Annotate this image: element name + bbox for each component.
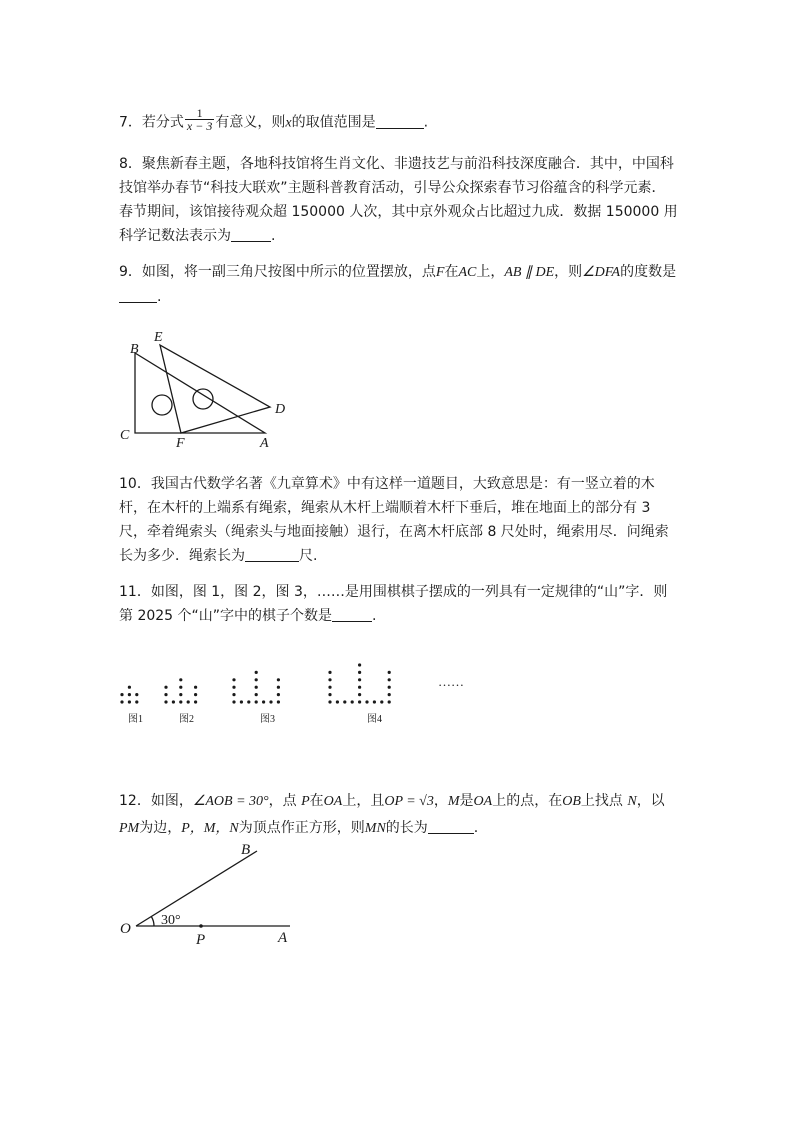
angle-aob-figure bbox=[110, 838, 310, 950]
question-8: 8．聚焦新春主题，各地科技馆将生肖文化、非遗技艺与前沿科技深度融合．其中，中国科技馆举办春节“科技大联欢”主题科普教育活动，引导公众探索春节习俗蕴含的科学元素．春节期间，该馆接待观众超 150000 人次，其中京外观众占比超过九成．数据 150000 用科学记数法表示为 . bbox=[119, 156, 678, 244]
answer-blank[interactable] bbox=[231, 227, 271, 242]
go-stone bbox=[179, 693, 182, 696]
go-stone bbox=[179, 678, 182, 681]
go-stone bbox=[388, 671, 391, 674]
question-9: 9．如图，将一副三角尺按图中所示的位置摆放，点F在AC上，AB ∥ DE，则∠DFA的度数是. bbox=[119, 264, 677, 305]
go-stone bbox=[358, 671, 361, 674]
go-stone bbox=[232, 693, 235, 696]
go-stone bbox=[365, 700, 368, 703]
triangle-def bbox=[160, 345, 270, 433]
question-11: 11．如图，图 1，图 2，图 3，……是用围棋棋子摆成的一列具有一定规律的“山”字．则第 2025 个“山”字中的棋子个数是 . bbox=[119, 584, 668, 624]
go-stone bbox=[388, 686, 391, 689]
go-stone bbox=[336, 700, 339, 703]
go-stone bbox=[277, 693, 280, 696]
go-stone bbox=[388, 693, 391, 696]
go-stone bbox=[128, 700, 131, 703]
go-stone bbox=[194, 686, 197, 689]
answer-blank[interactable] bbox=[376, 114, 424, 129]
go-stone bbox=[172, 700, 175, 703]
go-stone bbox=[135, 693, 138, 696]
go-stone bbox=[358, 678, 361, 681]
go-stone bbox=[277, 686, 280, 689]
go-stone bbox=[120, 700, 123, 703]
go-stone bbox=[255, 700, 258, 703]
go-stone bbox=[262, 700, 265, 703]
go-stone bbox=[358, 693, 361, 696]
go-stone bbox=[358, 700, 361, 703]
go-stone bbox=[194, 700, 197, 703]
question-7: 7．若分式 $\frac{1}{x - 3}$ 有意义，则x的取值范围是 . bbox=[119, 106, 429, 133]
ray-ob bbox=[136, 851, 257, 926]
go-stone bbox=[255, 671, 258, 674]
go-stones-figure bbox=[112, 640, 472, 730]
triangle-rulers-figure bbox=[110, 325, 300, 450]
label-a: A bbox=[260, 436, 269, 450]
label-e: E bbox=[154, 330, 163, 345]
go-stone bbox=[328, 686, 331, 689]
go-stone bbox=[135, 700, 138, 703]
figure-2-label: 图2 bbox=[179, 714, 194, 725]
go-stone bbox=[269, 700, 272, 703]
ellipsis: …… bbox=[438, 674, 464, 689]
go-stone bbox=[328, 693, 331, 696]
fraction: $\frac{1}{x - 3}$ bbox=[186, 106, 213, 133]
figure-4-label: 图4 bbox=[367, 714, 382, 725]
go-stone bbox=[358, 686, 361, 689]
go-stone bbox=[328, 671, 331, 674]
go-stone bbox=[232, 686, 235, 689]
go-stone bbox=[179, 700, 182, 703]
go-stone bbox=[380, 700, 383, 703]
go-stone bbox=[179, 686, 182, 689]
question-12: 12．如图，∠AOB = 30°，点 P在OA上，且OP = √3，M是OA上的点，在OB上找点 N，以PM为边，P，M，N为顶点作正方形，则MN的长为 . bbox=[119, 793, 665, 836]
go-stone bbox=[277, 700, 280, 703]
question-10: 10．我国古代数学名著《九章算术》中有这样一道题目，大致意思是：有一竖立着的木杆，在木杆的上端系有绳索，绳索从木杆上端顺着木杆下垂后，堆在地面上的部分有 3 尺，牵着绳索头（绳索头与地面接触）退行，在离木杆底部 8 尺处时，绳索用尽．问绳索长为多少．绳索长为 尺. bbox=[119, 476, 669, 564]
label-b: B bbox=[130, 342, 139, 357]
label-angle: 30° bbox=[161, 913, 181, 928]
answer-blank[interactable] bbox=[245, 547, 299, 562]
go-stone bbox=[255, 678, 258, 681]
go-stone bbox=[194, 693, 197, 696]
go-stone bbox=[247, 700, 250, 703]
go-stone bbox=[164, 700, 167, 703]
go-stone bbox=[120, 693, 123, 696]
label-d: D bbox=[275, 402, 286, 417]
go-stone bbox=[164, 686, 167, 689]
label-c: C bbox=[120, 428, 130, 443]
go-stone bbox=[328, 700, 331, 703]
go-stone bbox=[240, 700, 243, 703]
point-p bbox=[199, 924, 203, 928]
go-stone bbox=[343, 700, 346, 703]
label-o: O bbox=[120, 921, 131, 937]
answer-blank[interactable] bbox=[332, 607, 372, 622]
go-stone bbox=[187, 700, 190, 703]
go-stone bbox=[164, 693, 167, 696]
go-stone bbox=[232, 678, 235, 681]
answer-blank[interactable] bbox=[428, 819, 474, 834]
go-stone bbox=[328, 678, 331, 681]
label-f: F bbox=[176, 436, 185, 450]
label-b: B bbox=[241, 842, 251, 858]
go-stone bbox=[388, 700, 391, 703]
label-p: P bbox=[196, 932, 206, 948]
go-stone bbox=[232, 700, 235, 703]
ruler-hole bbox=[152, 395, 172, 415]
answer-blank[interactable] bbox=[119, 288, 157, 303]
go-stone bbox=[128, 686, 131, 689]
label-a: A bbox=[278, 930, 288, 946]
go-stone bbox=[388, 678, 391, 681]
figure-1-label: 图1 bbox=[128, 714, 143, 725]
go-stone bbox=[351, 700, 354, 703]
go-stone bbox=[128, 693, 131, 696]
angle-arc bbox=[151, 917, 154, 927]
go-stone bbox=[255, 686, 258, 689]
go-stone bbox=[358, 663, 361, 666]
go-stone bbox=[277, 678, 280, 681]
go-stone bbox=[255, 693, 258, 696]
figure-3-label: 图3 bbox=[260, 714, 275, 725]
go-stone bbox=[373, 700, 376, 703]
